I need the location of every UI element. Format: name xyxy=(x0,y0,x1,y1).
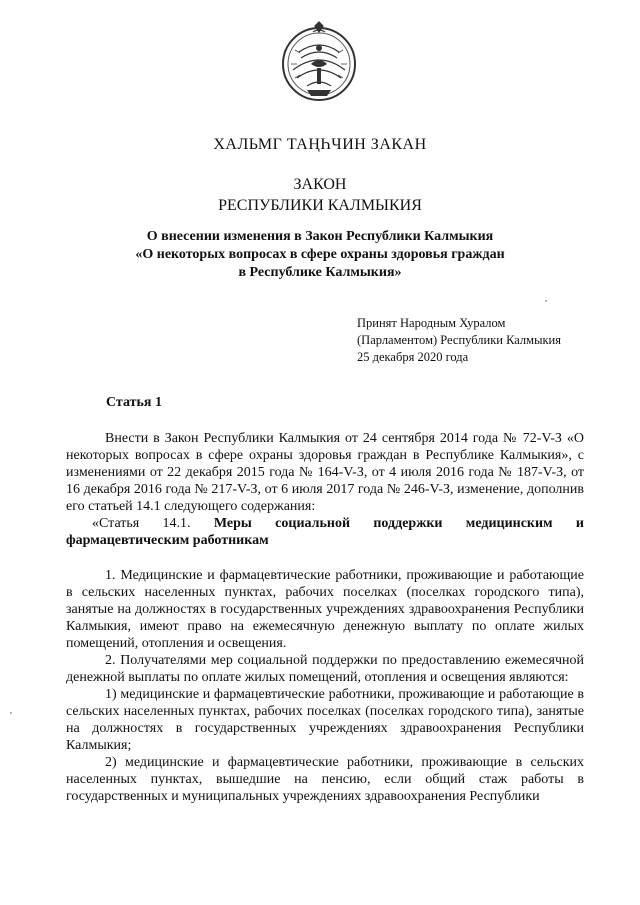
adoption-date: 25 декабря 2020 года xyxy=(357,350,469,364)
article-intro: Внести в Закон Республики Калмыкия от 24 сентября 2014 года № 72-V-З «О некоторых вопросах в сфере охраны здоровья граждан в Республике Калмыкия», с изменениями от 22 декабря 2015 года № 164-V-З, от 4 июля 2016 года № 187-V-З, от 16 декабря 2016 года № 217-V-З, от 6 июля 2017 года № 246-V-З, изменение, дополнив его статьей 14.1 следующего содержания: xyxy=(66,431,584,514)
paragraph-1: 1. Медицинские и фармацевтические работники, проживающие и работающие в сельских населенных пунктах, рабочих поселках (поселках городского типа), занятые на должностях в государственных учреждениях здравоохранения Республики Калмыкия, имеют право на ежемесячную денежную выплату по оплате жилых помещений, отопления и освещения. xyxy=(66,568,584,651)
coat-of-arms-emblem xyxy=(277,20,361,104)
new-article-heading xyxy=(66,515,584,549)
kalmyk-law-title: ХАЛЬМГ ТАҢҺЧИН ЗАКАН xyxy=(213,136,427,153)
law-subject-line3: в Республике Калмыкия» xyxy=(238,265,402,280)
paragraph-2-item-2: 2) медицинские и фармацевтические работники, проживающие в сельских населенных пунктах, вышедшие на пенсию, если общий стаж работы в государственных и муниципальных учреждениях здравоохранения Республики xyxy=(66,755,584,804)
law-title-line1: ЗАКОН xyxy=(293,176,347,193)
law-subject xyxy=(0,228,640,282)
adoption-line1: Принят Народным Хуралом xyxy=(357,316,506,330)
new-article-heading-prefix: «Статья 14.1. xyxy=(92,516,214,531)
law-subject-line1: О внесении изменения в Закон Республики Калмыкия xyxy=(146,229,494,244)
new-article-heading-bold: Меры социальной поддержки медицинским и фармацевтическим работникам xyxy=(66,516,584,548)
scan-speck xyxy=(545,300,547,302)
law-subject-line2: «О некоторых вопросах в сфере охраны здоровья граждан xyxy=(135,247,505,262)
paragraph-2-item-1: 1) медицинские и фармацевтические работники, проживающие и работающие в сельских населенных пунктах, рабочих поселках (поселках городского типа), занятые на должностях в государственных учреждениях здравоохранения Республики Калмыкия; xyxy=(66,687,584,753)
law-title-line2: РЕСПУБЛИКИ КАЛМЫКИЯ xyxy=(218,197,422,214)
article-body xyxy=(66,430,584,805)
law-title xyxy=(0,174,640,216)
article-title: Статья 1 xyxy=(106,395,162,410)
adoption-note xyxy=(357,315,561,366)
adoption-line2: (Парламентом) Республики Калмыкия xyxy=(357,333,561,347)
paragraph-2: 2. Получателями мер социальной поддержки по предоставлению ежемесячной денежной выплаты по оплате жилых помещений, отопления и освещения являются: xyxy=(66,653,584,685)
scan-speck xyxy=(10,712,12,714)
